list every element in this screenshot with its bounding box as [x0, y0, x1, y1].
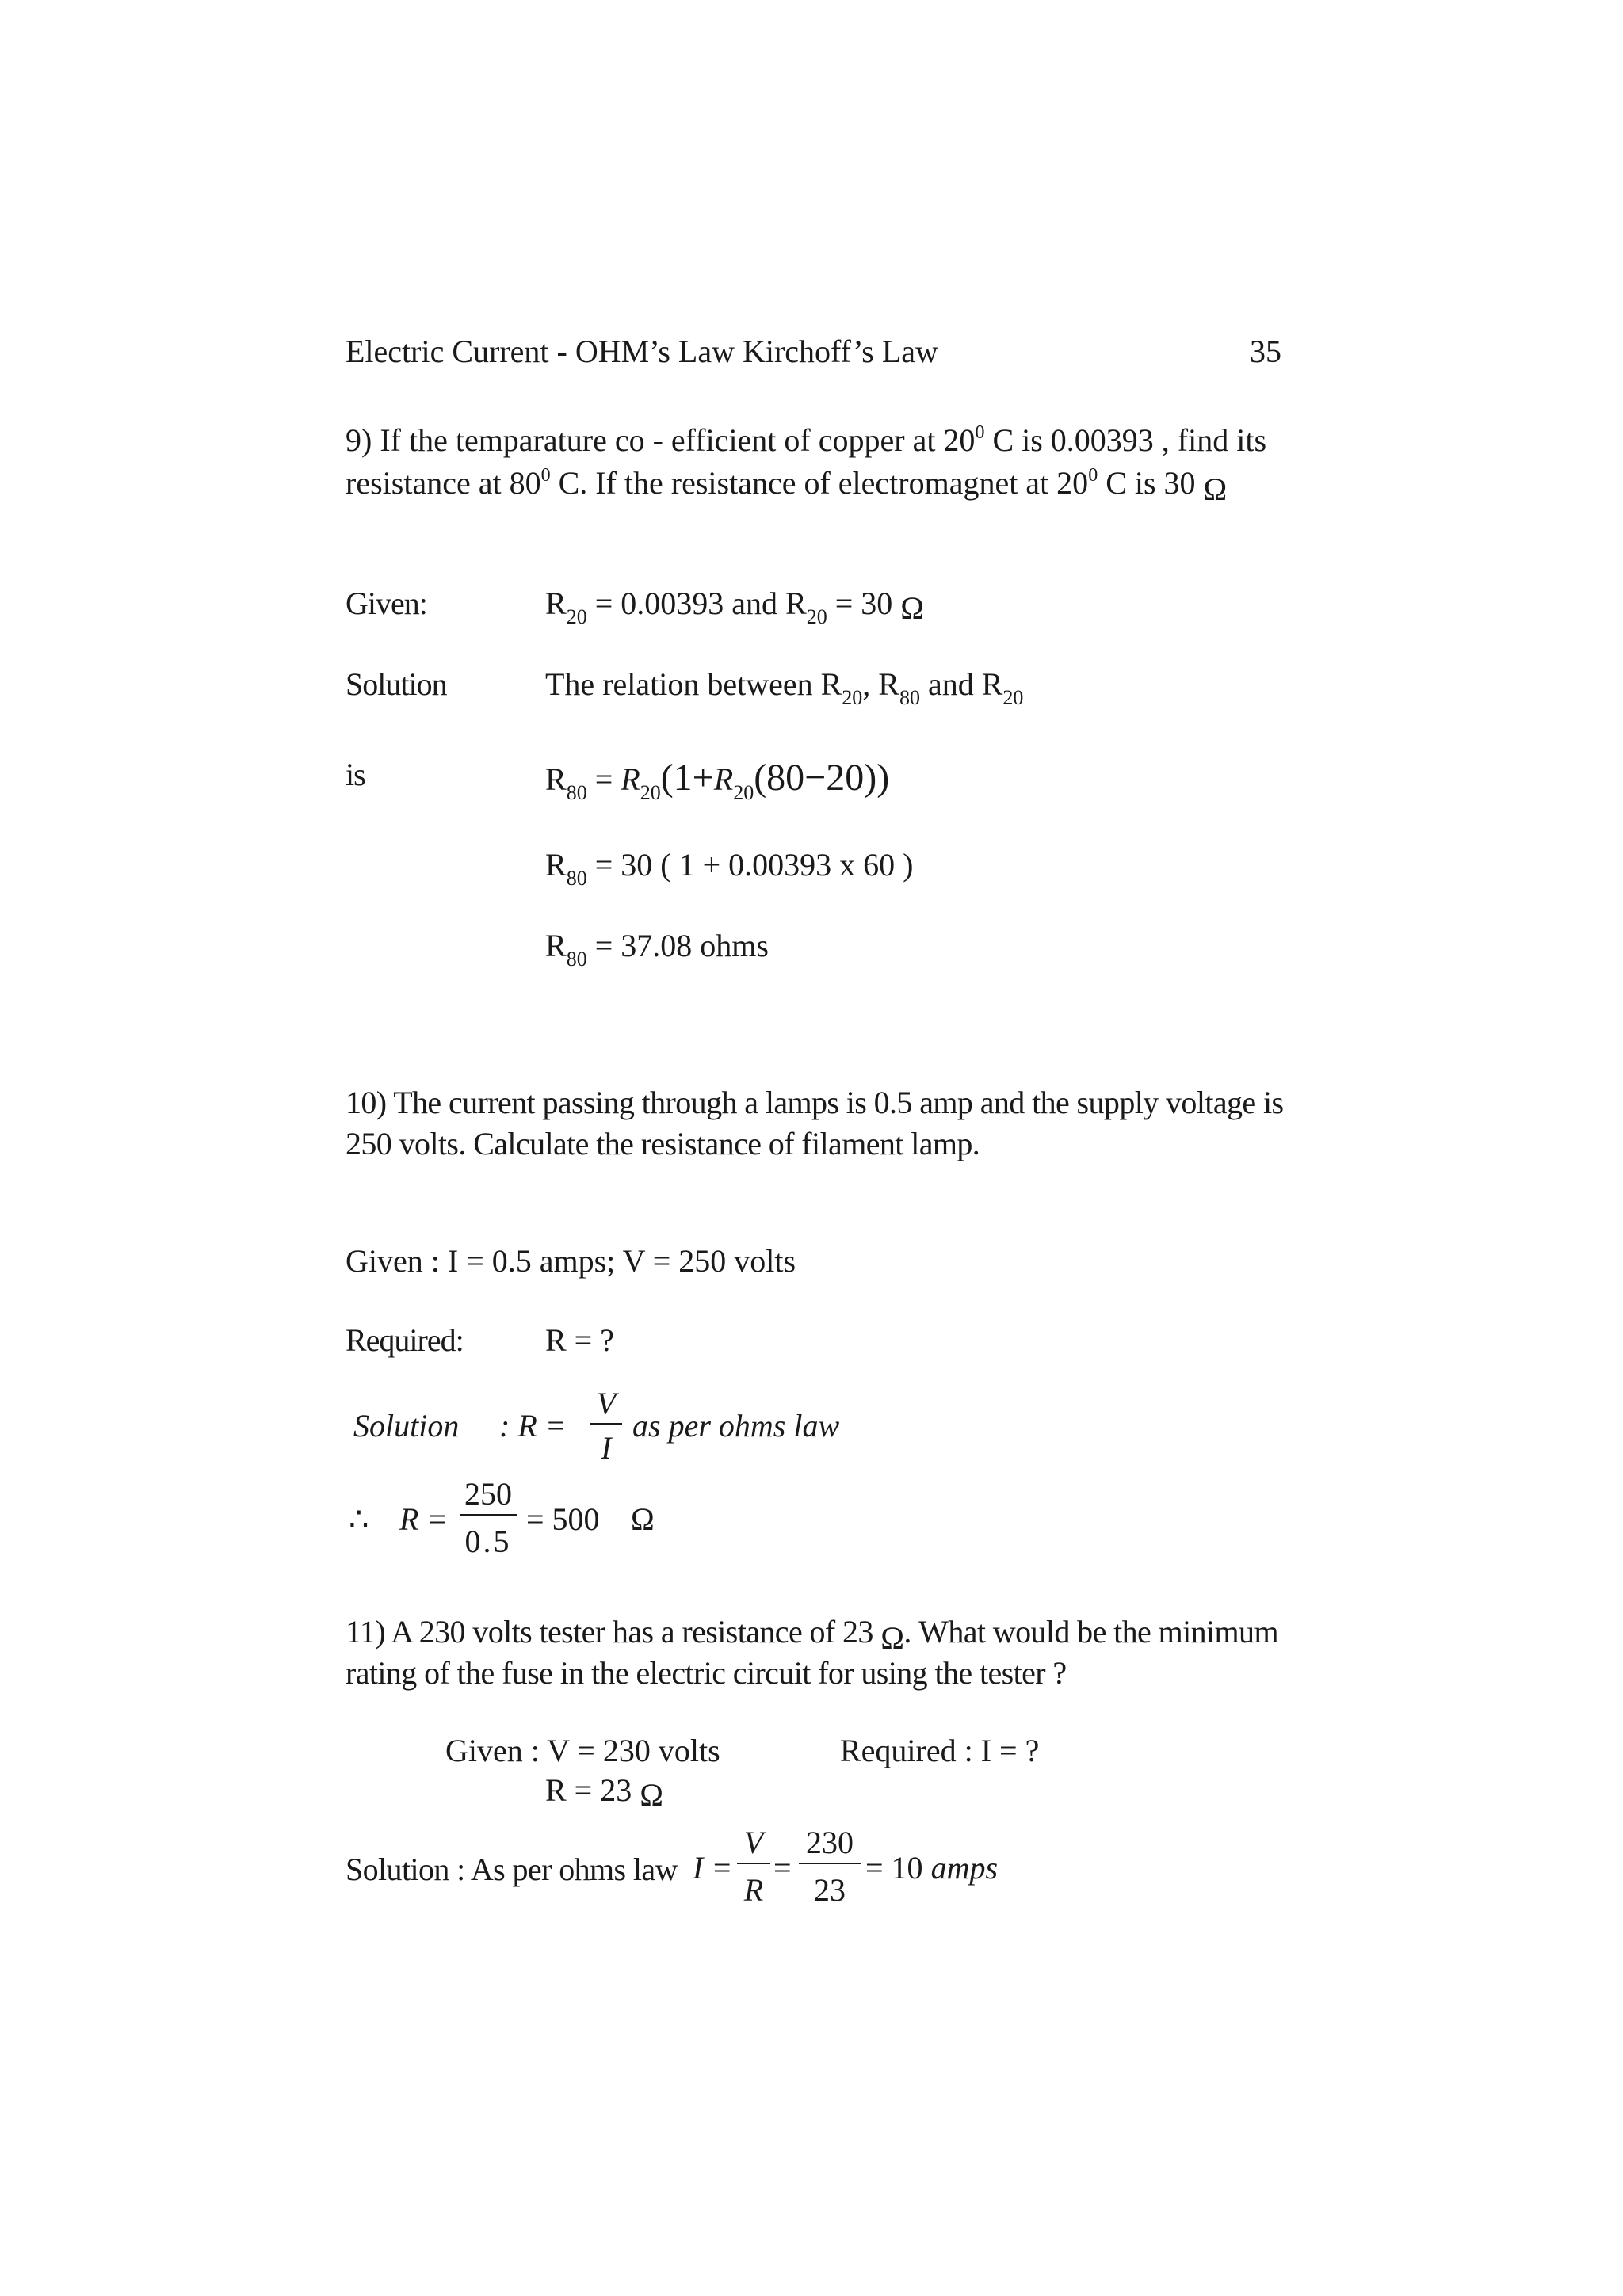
q9-solution-label: Solution: [346, 666, 447, 702]
q9-statement-line1: 9) If the temparature co - efficient of copper at $20^0$ C is 0.00393 , find its: [346, 422, 1267, 458]
q10-statement-line2: 250 volts. Calculate the resistance of filament lamp.: [346, 1126, 980, 1161]
q11-statement-line2: rating of the fuse in the electric circuit for using the tester ?: [346, 1655, 1067, 1691]
ohm-symbol: Ω: [631, 1501, 655, 1537]
q10-statement-line1: 10) The current passing through a lamps is 0.5 amp and the supply voltage is: [346, 1085, 1284, 1120]
q9-statement-line2: resistance at $80^0$ C. If the resistance of electromagnet at $20^0$ C is 30 Ω: [346, 465, 1228, 507]
therefore-symbol: ∴: [349, 1501, 369, 1537]
q9-result: $R_{80} = 37.08$ ohms: [545, 928, 769, 971]
q11-fraction-numerator: V: [743, 1825, 764, 1860]
q11-result: = 10 amps: [865, 1850, 999, 1886]
q11-required: Required : I = ?: [840, 1733, 1040, 1768]
q10-required-value: R = ?: [545, 1322, 614, 1358]
q9-formula: $R_{80} = R_{20}(1+R_{20}(80-20))$: [545, 757, 890, 804]
q11-fraction2-denominator: 23: [814, 1872, 846, 1908]
q11-fraction2-numerator: 230: [806, 1825, 854, 1860]
q10-solution-note: as per ohms law: [632, 1408, 840, 1444]
q9-is-label: is: [346, 757, 365, 792]
q10-fraction-denominator: I: [601, 1430, 612, 1466]
q10-fraction2-bar: [460, 1514, 517, 1516]
q9-given-values: $R_{20} = 0.00393$ and $R_{20} = 30$ Ω: [545, 585, 924, 628]
q11-given-resistance: R = 23 Ω: [545, 1772, 663, 1813]
q10-solution-lhs: : R =: [499, 1408, 567, 1444]
q10-given: Given : I = 0.5 amps; V = 250 volts: [346, 1243, 796, 1279]
q11-fraction2-bar: [799, 1863, 861, 1864]
running-header: Electric Current - OHM’s Law Kirchoff’s Law: [346, 334, 938, 369]
q10-solution-label: Solution: [353, 1408, 460, 1444]
q11-I-lhs: I =: [693, 1850, 733, 1886]
q11-equals: =: [773, 1850, 792, 1886]
q10-fraction-bar: [590, 1423, 622, 1425]
q11-fraction-denominator: R: [743, 1872, 764, 1908]
page-number: 35: [1250, 334, 1281, 369]
q10-R-lhs: R =: [399, 1501, 449, 1537]
q9-given-label: Given:: [346, 585, 427, 621]
q10-fraction2-denominator: 0.5: [464, 1524, 512, 1559]
q10-fraction-numerator: V: [596, 1386, 617, 1421]
q10-result: = 500: [526, 1501, 600, 1537]
q11-given: Given : V = 230 volts: [445, 1733, 720, 1768]
q11-statement-line1: 11) A 230 volts tester has a resistance of 23 Ω. What would be the minimum: [346, 1614, 1278, 1656]
q9-relation: The relation between $R_{20}$, $R_{80}$ and $R_{20}$: [545, 666, 1024, 709]
q9-substitution: $R_{80} = 30$ ( 1 + 0.00393 x 60 ): [545, 847, 914, 890]
q10-required-label: Required:: [346, 1322, 464, 1358]
q11-solution-label: Solution : As per ohms law: [346, 1852, 678, 1887]
q10-fraction2-numerator: 250: [464, 1476, 512, 1512]
q11-fraction-bar: [737, 1863, 770, 1864]
